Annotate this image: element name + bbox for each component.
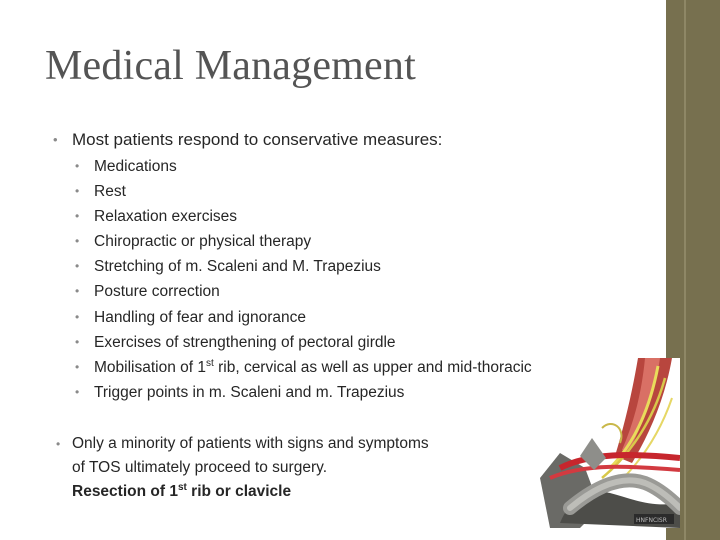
bullet-icon: • xyxy=(75,259,80,274)
bullet-icon: • xyxy=(75,359,80,374)
image-watermark: HNFNCISR xyxy=(636,517,667,524)
minority-line-2: of TOS ultimately proceed to surgery. xyxy=(72,459,328,476)
bullet-icon: • xyxy=(75,284,80,299)
slide-title: Medical Management xyxy=(45,43,416,89)
minority-line-1: Only a minority of patients with signs and symptoms xyxy=(72,435,429,452)
resection-line: Resection of 1st rib or clavicle xyxy=(72,482,292,500)
bullet-icon: • xyxy=(56,437,61,451)
intro-text: Most patients respond to conservative measures: xyxy=(72,130,443,149)
bullet-icon: • xyxy=(75,159,80,173)
bullet-icon: • xyxy=(53,132,58,147)
bullet-icon: • xyxy=(75,184,80,199)
bullet-icon: • xyxy=(75,384,80,399)
bullet-icon: • xyxy=(75,234,80,249)
anatomy-illustration xyxy=(540,358,680,528)
surgery-paragraph xyxy=(56,432,429,504)
bullet-icon: • xyxy=(75,309,80,324)
decorative-sidebar-stripe xyxy=(684,0,686,540)
bullet-icon: • xyxy=(75,209,80,224)
bullet-icon: • xyxy=(75,334,80,349)
